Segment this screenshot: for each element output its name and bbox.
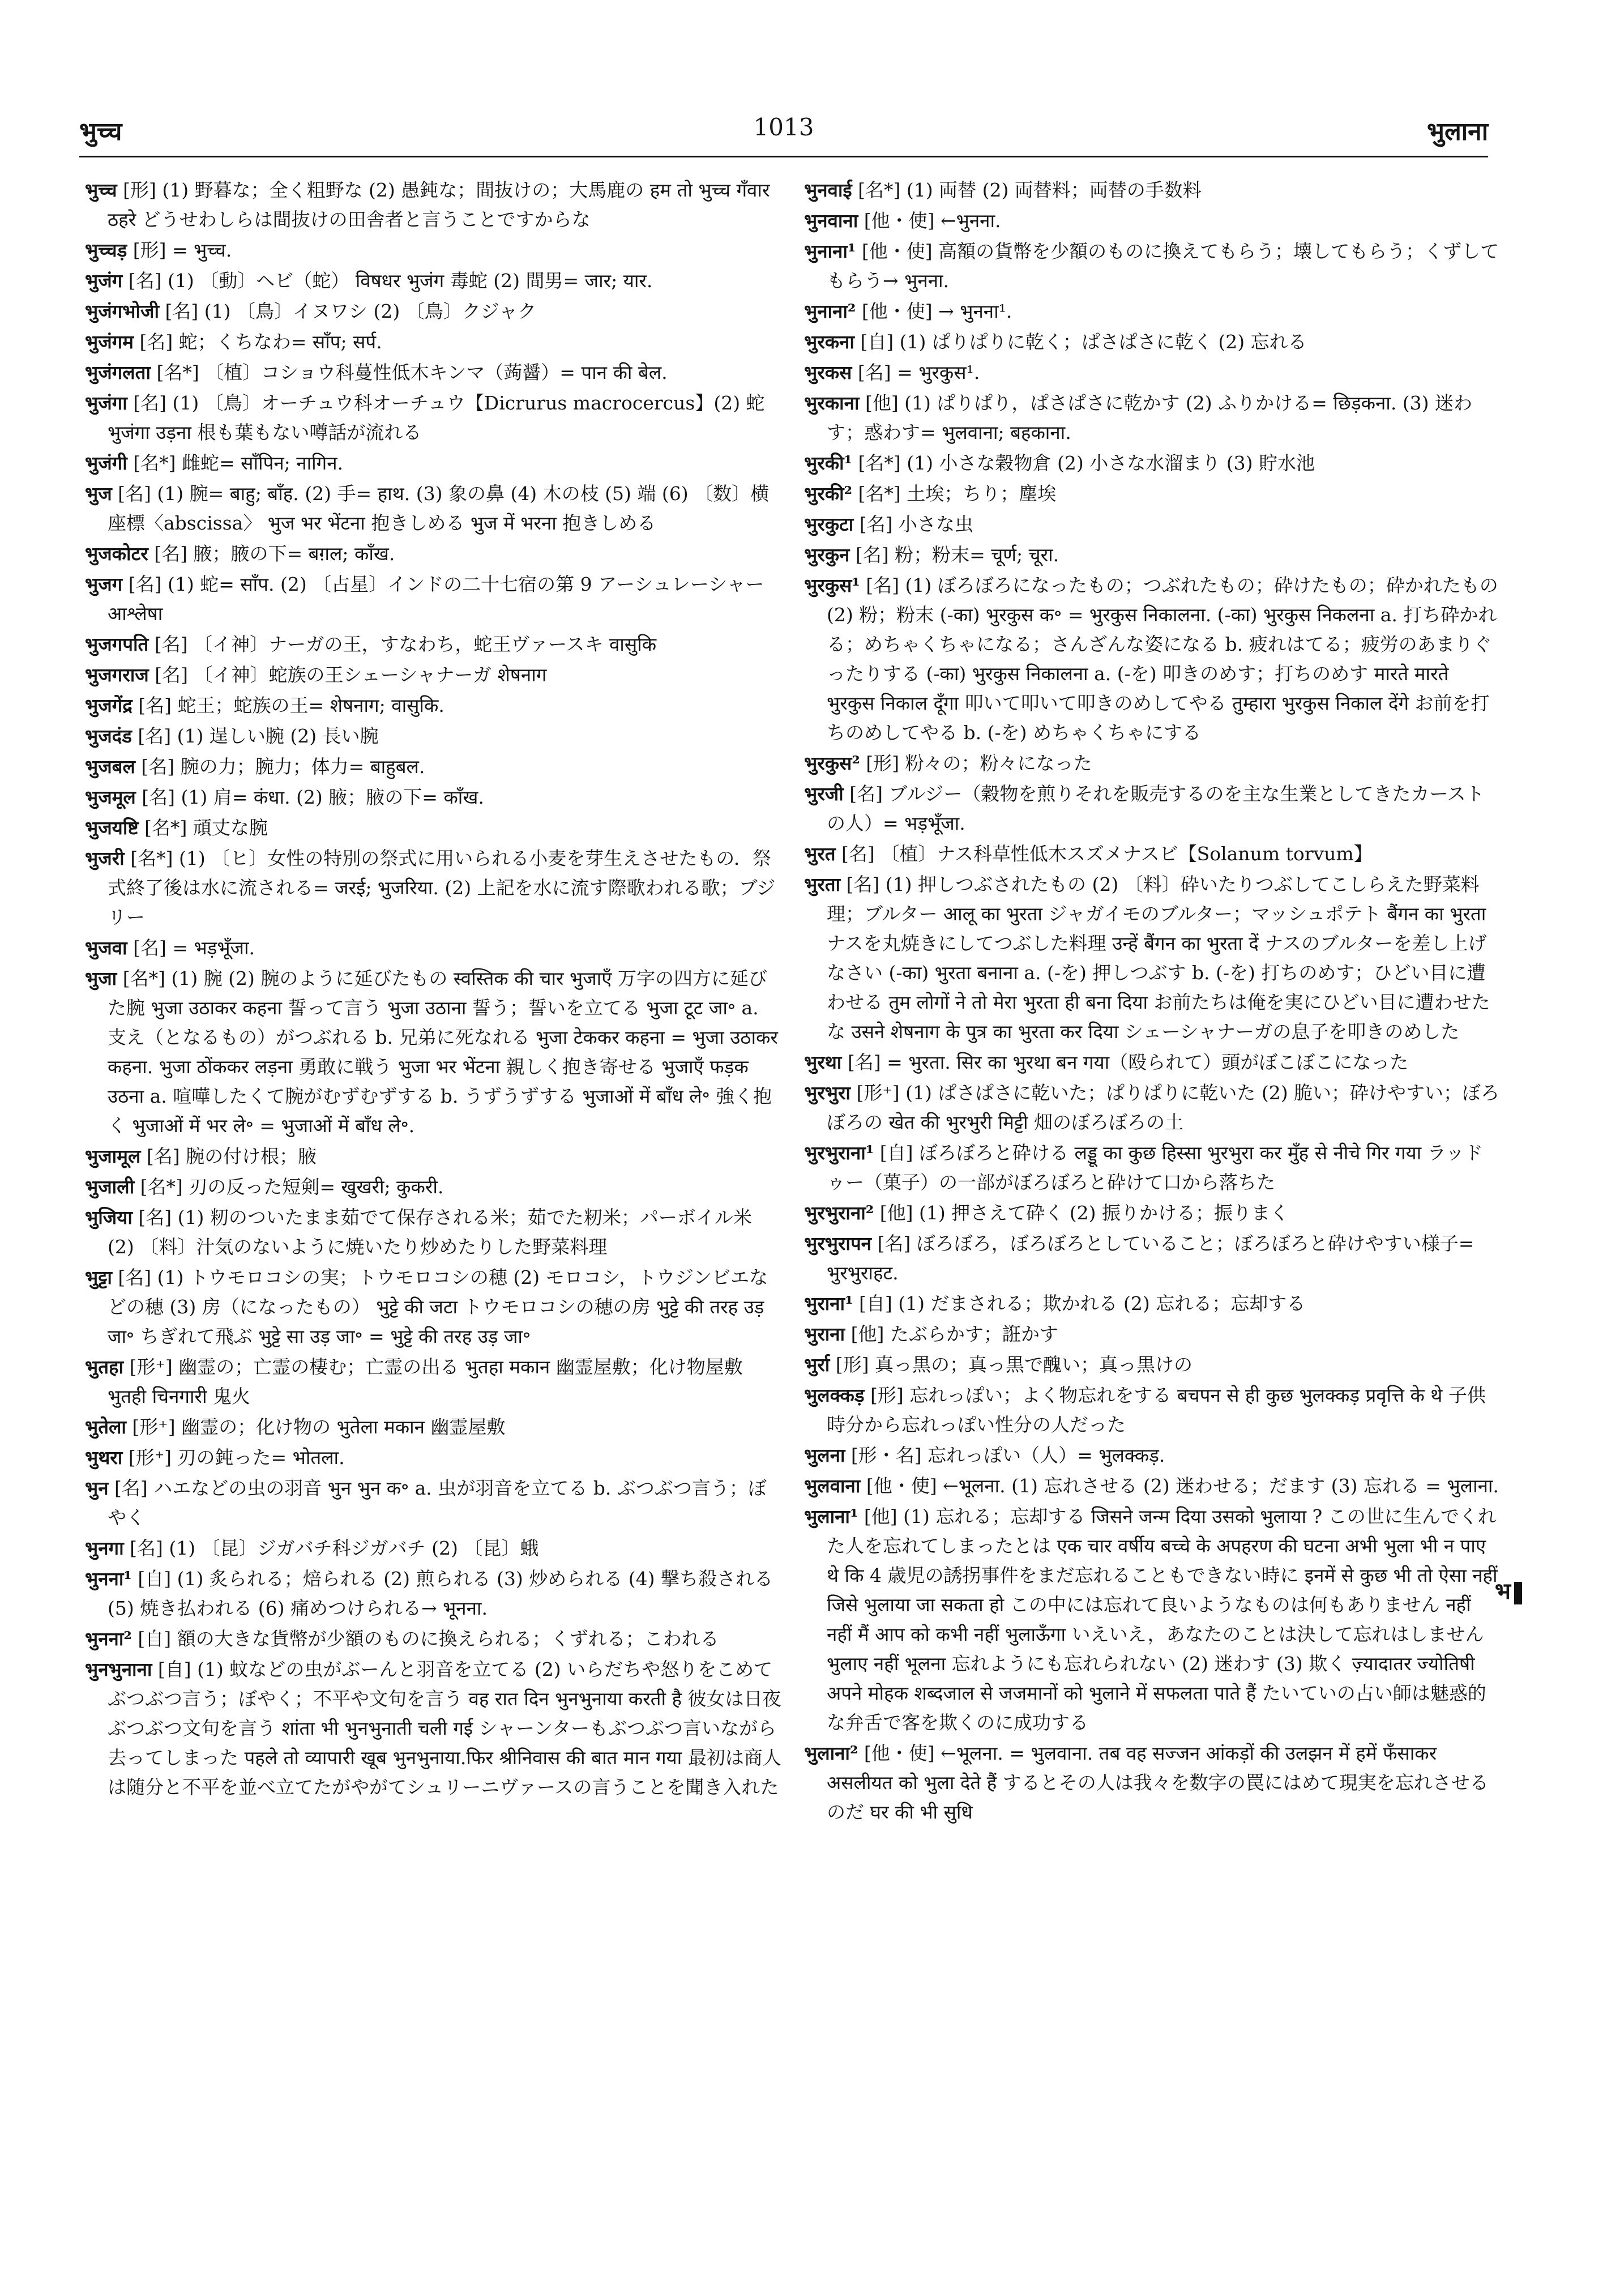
entry-headword: भुरकुस² bbox=[804, 752, 860, 774]
dictionary-entry bbox=[85, 266, 781, 296]
entry-headword: भुरकाना bbox=[804, 392, 860, 414]
entry-headword: भुजंगम bbox=[85, 331, 134, 353]
entry-headword: भुजग bbox=[85, 573, 123, 595]
entry-headword: भुजा bbox=[85, 967, 117, 989]
entry-headword: भुथरा bbox=[85, 1446, 123, 1469]
dictionary-entry bbox=[804, 297, 1501, 326]
entry-definition: [形⁺] 刃の鈍った= भोतला. bbox=[122, 1446, 345, 1469]
entry-headword: भुच्चड़ bbox=[85, 239, 127, 261]
header-first-word: भुच्च bbox=[79, 117, 122, 146]
entry-definition: [名] 〔植〕ナス科草性低木スズメナスビ【Solanum torvum】 bbox=[835, 843, 1373, 865]
entry-definition: [名] 小さな虫 bbox=[853, 513, 973, 535]
dictionary-entry bbox=[804, 389, 1501, 447]
dictionary-entry bbox=[804, 1471, 1501, 1501]
dictionary-entry bbox=[85, 1263, 781, 1351]
dictionary-entry bbox=[85, 660, 781, 690]
entry-definition: [名] = भुरकुस¹. bbox=[852, 361, 980, 383]
dictionary-entry bbox=[85, 570, 781, 629]
entry-definition: [名] 〔イ神〕ナーガの王，すなわち，蛇王ヴァースキ वासुकि bbox=[148, 633, 657, 655]
entry-headword: भुरकी¹ bbox=[804, 452, 853, 474]
entry-definition: [名] (1) 腕= बाहु; बाँह. (2) 手= हाथ. (3) 象の鼻 (4) 木の枝 (5) 端 (6) 〔数〕横座標〈abscissa〉 भुज भर भेंटना 抱きしめる भुज में भरना 抱きしめる bbox=[108, 483, 770, 534]
dictionary-entry bbox=[804, 1078, 1501, 1137]
entry-headword: भुनगा bbox=[85, 1537, 124, 1559]
dictionary-entry bbox=[85, 813, 781, 843]
dictionary-entry bbox=[85, 1352, 781, 1411]
dictionary-entry bbox=[85, 1474, 781, 1533]
dictionary-entry bbox=[804, 1739, 1501, 1827]
entry-headword: भुजंगभोजी bbox=[85, 300, 160, 322]
thumb-index-letter: भ bbox=[1494, 1578, 1511, 1604]
entry-headword: भुरकुटा bbox=[804, 513, 854, 535]
dictionary-entry bbox=[85, 933, 781, 963]
entry-headword: भुनाना² bbox=[804, 300, 856, 322]
dictionary-entry bbox=[804, 1381, 1501, 1440]
entry-headword: भुजामूल bbox=[85, 1145, 141, 1167]
entry-definition: [名] (1) 肩= कंधा. (2) 腋；腋の下= काँख. bbox=[135, 786, 484, 808]
entry-definition: [形⁺] 幽霊の；亡霊の棲む；亡霊の出る भुतहा मकान 幽霊屋敷；化け物屋敷 भुतही चिनगारी 鬼火 bbox=[108, 1356, 743, 1407]
dictionary-entry bbox=[804, 1441, 1501, 1470]
dictionary-entry bbox=[804, 870, 1501, 1047]
dictionary-entry bbox=[804, 449, 1501, 478]
entry-headword: भुलाना¹ bbox=[804, 1505, 858, 1527]
dictionary-entry bbox=[804, 237, 1501, 296]
entry-headword: भुरकस bbox=[804, 361, 852, 383]
dictionary-entry bbox=[804, 749, 1501, 778]
entry-headword: भुरभुरापन bbox=[804, 1232, 871, 1254]
entry-definition: [自] (1) 蚊などの虫がぶーんと羽音を立てる (2) いらだちや怒りをこめてぶつぶつ言う；ぼやく；不平や文句を言う वह रात दिन भुनभुनाया करती है 彼女は日夜ぶつぶつ文句を言う शांता भी भुनभुनाती चली गई シャーンターもぶつぶつ言いながら去ってしまった पहले तो व्यापारी खूब भुनभुनाया.फिर श्रीनिवास की बात मान गया 最初は商人は随分と不平を並べ立てたがやがてシュリーニヴァースの言うことを聞き入れた bbox=[108, 1658, 781, 1798]
entry-definition: [他・使] ←भूलना. = भुलवाना. तब वह सज्जन आंकड़ों की उलझन में हमें फँसाकर असलीयत को भुला देते हैं するとその人は我々を数字の罠にはめて現実を忘れさせるのだ घर की भी सुधि bbox=[827, 1742, 1489, 1823]
entry-definition: [形⁺] 幽霊の；化け物の भुतेला मकान 幽霊屋敷 bbox=[126, 1416, 506, 1438]
entry-definition: [名] 蛇；くちなわ= साँप; सर्प. bbox=[134, 331, 382, 353]
header-rule bbox=[79, 156, 1488, 157]
dictionary-entry bbox=[85, 479, 781, 538]
dictionary-entry bbox=[804, 206, 1501, 236]
dictionary-entry bbox=[85, 1534, 781, 1563]
entry-headword: भुरकुस¹ bbox=[804, 574, 860, 596]
entry-headword: भुजंग bbox=[85, 270, 123, 292]
entry-definition: [他・使] ←भुनना. bbox=[858, 210, 1001, 232]
dictionary-entry bbox=[85, 539, 781, 569]
entry-definition: [名*] (1) 腕 (2) 腕のように延びたもの स्वस्तिक की चार भुजाएँ 万字の四方に延びた腕 भुजा उठाकर कहना 誓って言う भुजा उठाना 誓う；誓いを立てる भुजा टूट जा॰ a. 支え（となるもの）がつぶれる b. 兄弟に死なれる भुजा टेककर कहना = भुजा उठाकर कहना. भुजा ठोंककर लड़ना 勇敢に戦う भुजा भर भेंटना 親しく抱き寄せる भुजाएँ फड़क उठना a. 喧嘩したくて腕がむずむずする b. うずうずする भुजाओं में बाँध ले॰ 強く抱く भुजाओं में भर ले॰ = भुजाओं में बाँध ले॰. bbox=[108, 967, 778, 1137]
entry-definition: [自] (1) 炙られる；焙られる (2) 煎られる (3) 炒められる (4) 撃ち殺される (5) 焼き払われる (6) 痛めつけられる→ भूनना. bbox=[108, 1568, 773, 1619]
entry-definition: [他・使] ←भूलना. (1) 忘れさせる (2) 迷わせる；だます (3) 忘れる = भुलाना. bbox=[860, 1475, 1499, 1497]
dictionary-entry bbox=[85, 236, 781, 265]
entry-headword: भुर्रा bbox=[804, 1354, 830, 1376]
entry-definition: [他] (1) 忘れる；忘却する जिसने जन्म दिया उसको भुलाया ? この世に生んでくれた人を忘れてしまったとは एक चार वर्षीय बच्चे के अपहरण की घटना अभी भुला भी न पाए थे कि 4 歳児の誘拐事件をまだ忘れることもできない時に इनमें से कुछ भी तो ऐसा नहीं जिसे भुलाया जा सकता हो この中には忘れて良いようなものは何もありません नहीं नहीं मैं आप को कभी नहीं भुलाऊँगा いえいえ，あなたのことは決して忘れはしません भुलाए नहीं भूलना 忘れようにも忘れられない (2) 迷わす (3) 欺く ज़्यादातर ज्योतिषी अपने मोहक शब्दजाल से जजमानों को भुलाने में सफलता पाते हैं たいていの占い師は魅惑的な弁舌で客を欺くのに成功する bbox=[827, 1505, 1498, 1734]
dictionary-entry bbox=[85, 783, 781, 812]
entry-headword: भुरकुन bbox=[804, 544, 850, 566]
dictionary-entry bbox=[85, 722, 781, 751]
entry-definition: [名] (1) 押しつぶされたもの (2) 〔料〕砕いたりつぶしてこしらえた野菜料理；ブルター आलू का भुरता ジャガイモのブルター；マッシュポテト बैंगन का भुरता ナスを丸焼きにしてつぶした料理 उन्हें बैंगन का भुरता दें ナスのブルターを差し上げなさい (-का) भुरता बनाना a. (-を) 押しつぶす b. (-を) 打ちのめす；ひどい目に遭わせる तुम लोगों ने तो मेरा भुरता ही बना दिया お前たちは俺を実にひどい目に遭わせたな उसने शेषनाग के पुत्र का भुरता कर दिया シェーシャナーガの息子を叩きのめした bbox=[827, 873, 1490, 1043]
dictionary-entry bbox=[85, 691, 781, 720]
dictionary-entry bbox=[85, 358, 781, 387]
entry-headword: भुजरी bbox=[85, 847, 125, 869]
entry-headword: भुनवाई bbox=[804, 179, 852, 201]
entry-definition: [形] (1) 野暮な；全く粗野な (2) 愚鈍な；間抜けの；大馬鹿の हम तो भुच्च गँवार ठहरे どうせわしらは間抜けの田舎者と言うことですからな bbox=[108, 179, 770, 231]
entry-headword: भुजगराज bbox=[85, 664, 149, 686]
thumb-index-marker bbox=[1514, 1582, 1522, 1604]
entry-headword: भुनना² bbox=[85, 1628, 132, 1650]
entry-headword: भुरभुराना¹ bbox=[804, 1142, 874, 1164]
entry-definition: [名] (1) 〔鳥〕イヌワシ (2) 〔鳥〕クジャク bbox=[159, 300, 537, 322]
dictionary-entry bbox=[85, 176, 781, 234]
entry-headword: भुरजी bbox=[804, 783, 844, 805]
entry-definition: [名] (1) 〔動〕ヘビ（蛇） विषधर भुजंग 毒蛇 (2) 間男= जार; यार. bbox=[122, 270, 653, 292]
entry-definition: [名] ハエなどの虫の羽音 भुन भुन क॰ a. 虫が羽音を立てる b. ぶつぶつ言う；ぼやく bbox=[108, 1477, 767, 1529]
entry-definition: [名] ブルジー（穀物を煎りそれを販売するのを主な生業としてきたカーストの人）= भड़भूँजा. bbox=[827, 783, 1485, 834]
entry-definition: [名] (1) 〔昆〕ジガバチ科ジガバチ (2) 〔昆〕蛾 bbox=[123, 1537, 539, 1559]
entry-headword: भुजिया bbox=[85, 1206, 133, 1228]
dictionary-entry bbox=[85, 1655, 781, 1802]
entry-definition: [名] 蛇王；蛇族の王= शेषनाग; वासुकि. bbox=[132, 694, 445, 716]
dictionary-entry bbox=[85, 1564, 781, 1623]
entry-definition: [名] 腋；腋の下= बग़ल; काँख. bbox=[148, 543, 395, 565]
dictionary-entry bbox=[804, 1502, 1501, 1738]
dictionary-entry bbox=[804, 779, 1501, 838]
entry-definition: [名] 腕の力；腕力；体力= बाहुबल. bbox=[135, 756, 425, 778]
dictionary-entry bbox=[85, 1443, 781, 1472]
entry-headword: भुनना¹ bbox=[85, 1568, 132, 1590]
dictionary-entry bbox=[85, 752, 781, 782]
entry-headword: भुन bbox=[85, 1477, 109, 1499]
entry-definition: [名] 〔イ神〕蛇族の王シェーシャナーガ शेषनाग bbox=[148, 664, 547, 686]
header-last-word: भुलाना bbox=[1427, 117, 1488, 146]
entry-definition: [名*] (1) 〔ヒ〕女性の特別の祭式に用いられる小麦を芽生えさせたもの．祭式終了後は水に流される= जरई; भुजरिया. (2) 上記を水に流す際歌われる歌；ブジリー bbox=[108, 847, 776, 928]
dictionary-entry bbox=[804, 1138, 1501, 1197]
dictionary-entry bbox=[85, 389, 781, 447]
entry-definition: [自] 額の大きな貨幣が少額のものに換えられる；くずれる；こわれる bbox=[131, 1628, 719, 1650]
left-column bbox=[85, 176, 781, 2243]
dictionary-entry bbox=[804, 327, 1501, 357]
page-number: 1013 bbox=[753, 113, 814, 141]
entry-headword: भुजंगलता bbox=[85, 361, 151, 383]
dictionary-entry bbox=[804, 1320, 1501, 1349]
entry-definition: [他] (1) ぱりぱり，ぱさぱさに乾かす (2) ふりかける= छिड़कना. (3) 迷わす；惑わす= भुलवाना; बहकाना. bbox=[827, 392, 1473, 443]
entry-headword: भुरथा bbox=[804, 1051, 842, 1073]
entry-definition: [名] (1) ぼろぼろになったもの；つぶれたもの；砕けたもの；砕かれたもの (2) 粉；粉末 (-का) भुरकुस क॰ = भुरकुस निकालना. (-का) भुरकुस निकलना a. 打ち砕かれる；めちゃくちゃになる；さんざんな姿になる b. 疲れはてる；疲労のあまりぐったりする (-का) भुरकुस निकालना a. (-を) 叩きのめす；打ちのめす मारते मारते भुरकुस निकाल दूँगा 叩いて叩いて叩きのめしてやる तुम्हारा भुरकुस निकाल देंगे お前を打ちのめしてやる b. (-を) めちゃくちゃにする bbox=[827, 574, 1498, 744]
entry-definition: [名] ぼろぼろ，ぼろぼろとしていること；ぼろぼろと砕けやすい様子= भुरभुराहट. bbox=[827, 1232, 1475, 1284]
entry-definition: [名*] (1) 両替 (2) 両替料；両替の手数料 bbox=[852, 179, 1202, 201]
dictionary-entry bbox=[804, 1350, 1501, 1380]
dictionary-entry bbox=[804, 839, 1501, 869]
entry-definition: [他] (1) 押さえて砕く (2) 振りかける；振りまく bbox=[874, 1202, 1289, 1224]
dictionary-entry bbox=[85, 1412, 781, 1442]
dictionary-entry bbox=[85, 1624, 781, 1654]
entry-definition: [自] (1) だまされる；欺かれる (2) 忘れる；忘却する bbox=[853, 1292, 1306, 1314]
entry-definition: [名*] (1) 小さな穀物倉 (2) 小さな水溜まり (3) 貯水池 bbox=[852, 452, 1315, 474]
entry-headword: भुजगेंद्र bbox=[85, 694, 133, 716]
entry-headword: भुरता bbox=[804, 873, 841, 895]
entry-definition: [名] (1) 蛇= साँप. (2) 〔占星〕インドの二十七宿の第 9 アーシュレーシャー आश्लेषा bbox=[108, 573, 764, 625]
entry-headword: भुजंगा bbox=[85, 392, 127, 414]
dictionary-entry bbox=[85, 630, 781, 659]
entry-definition: [形・名] 忘れっぽい（人）= भुलक्कड़. bbox=[845, 1444, 1165, 1466]
entry-headword: भुरकना bbox=[804, 331, 854, 353]
entry-headword: भुराना¹ bbox=[804, 1292, 853, 1314]
entry-definition: [他] たぶらかす；誑かす bbox=[845, 1323, 1058, 1345]
dictionary-entry bbox=[85, 844, 781, 932]
dictionary-entry bbox=[85, 1203, 781, 1262]
entry-definition: [名] = भुरता. सिर का भुरथा बन गया（殴られて）頭がぼこぼこになった bbox=[841, 1051, 1409, 1073]
entry-headword: भुरभुरा bbox=[804, 1082, 851, 1104]
dictionary-entry bbox=[804, 176, 1501, 205]
entry-headword: भुज bbox=[85, 483, 112, 505]
entry-headword: भुजवा bbox=[85, 937, 127, 959]
entry-headword: भुलक्कड़ bbox=[804, 1384, 865, 1406]
dictionary-entry bbox=[85, 297, 781, 326]
entry-definition: [名*] 刃の反った短剣= खुखरी; कुकरी. bbox=[134, 1176, 444, 1198]
dictionary-entry bbox=[804, 1048, 1501, 1077]
entry-definition: [自] ぼろぼろと砕ける लड्डू का कुछ हिस्सा भुरभुरा कर मुँह से नीचे गिर गया ラッドゥー（菓子）の一部がぼろぼろと砕けて口から落ちた bbox=[827, 1142, 1483, 1193]
entry-headword: भुनाना¹ bbox=[804, 240, 856, 262]
thumb-index-tab bbox=[1495, 1574, 1522, 1606]
entry-definition: [名*] 雌蛇= साँपिन; नागिन. bbox=[127, 452, 344, 474]
entry-headword: भुजंगी bbox=[85, 452, 127, 474]
entry-headword: भुजयष्टि bbox=[85, 817, 139, 839]
entry-headword: भुजकोटर bbox=[85, 543, 148, 565]
entry-definition: [他・使] → भुनना¹. bbox=[856, 300, 1012, 322]
entry-headword: भुजगपति bbox=[85, 633, 149, 655]
dictionary-entry bbox=[804, 479, 1501, 509]
dictionary-entry bbox=[85, 327, 781, 357]
entry-headword: भुलवाना bbox=[804, 1475, 861, 1497]
entry-headword: भुच्च bbox=[85, 179, 117, 201]
entry-headword: भुनभुनाना bbox=[85, 1658, 152, 1680]
entry-definition: [名*] 頑丈な腕 bbox=[138, 817, 268, 839]
dictionary-entry bbox=[85, 964, 781, 1141]
entry-definition: [名*] 〔植〕コショウ科蔓性低木キンマ（蒟醤）= पान की बेल. bbox=[151, 361, 668, 383]
entry-definition: [形] 忘れっぽい；よく物忘れをする बचपन से ही कुछ भुलक्कड़ प्रवृत्ति के थे 子供時分から忘れっぽい性分の人だった bbox=[827, 1384, 1486, 1436]
entry-headword: भुतेला bbox=[85, 1416, 126, 1438]
entry-definition: [名] 粉；粉末= चूर्ण; चूरा. bbox=[849, 544, 1059, 566]
entry-headword: भुरत bbox=[804, 843, 836, 865]
entry-definition: [名*] 土埃；ちり；塵埃 bbox=[852, 483, 1057, 505]
dictionary-entry bbox=[804, 1289, 1501, 1318]
entry-headword: भुलाना² bbox=[804, 1742, 858, 1764]
entry-definition: [名] (1) トウモロコシの実；トウモロコシの穂 (2) モロコシ，トウジンビエなどの穂 (3) 房（になったもの） भुट्टे की जटा トウモロコシの穂の房 भुट्टे की तरह उड़ जा॰ ちぎれて飛ぶ भुट्टे सा उड़ जा॰ = भुट्टे की तरह उड़ जा॰ bbox=[108, 1266, 768, 1347]
dictionary-entry bbox=[85, 1142, 781, 1171]
entry-definition: [名] = भड़भूँजा. bbox=[127, 937, 255, 959]
right-column bbox=[804, 176, 1501, 2243]
entry-definition: [形⁺] (1) ぱさぱさに乾いた；ぱりぱりに乾いた (2) 脆い；砕けやすい；ぼろぼろの खेत की भुरभुरी मिट्टी 畑のぼろぼろの土 bbox=[827, 1082, 1500, 1133]
entry-definition: [自] (1) ぱりぱりに乾く；ぱさぱさに乾く (2) 忘れる bbox=[854, 331, 1307, 353]
entry-definition: [形] 粉々の；粉々になった bbox=[860, 752, 1092, 774]
entry-headword: भुरभुराना² bbox=[804, 1202, 874, 1224]
entry-definition: [名] (1) 〔鳥〕オーチュウ科オーチュウ【Dicrurus macrocercus】(2) 蛇 भुजंगा उड़ना 根も葉もない噂話が流れる bbox=[108, 392, 765, 443]
dictionary-entry bbox=[804, 1198, 1501, 1228]
entry-headword: भुजदंड bbox=[85, 725, 132, 747]
dictionary-entry bbox=[804, 1229, 1501, 1288]
dictionary-entry bbox=[804, 571, 1501, 748]
entry-headword: भुलना bbox=[804, 1444, 845, 1466]
dictionary-entry bbox=[85, 1172, 781, 1202]
entry-headword: भुराना bbox=[804, 1323, 845, 1345]
entry-headword: भुतहा bbox=[85, 1356, 124, 1378]
entry-definition: [名] (1) 籾のついたまま茹でて保存される米；茹でた籾米；パーボイル米 (2) 〔料〕汁気のないように焼いたり炒めたりした野菜料理 bbox=[108, 1206, 752, 1258]
entry-definition: [他・使] 高額の貨幣を少額のものに換えてもらう；壊してもらう；くずしてもらう→ भुनना. bbox=[827, 240, 1499, 292]
entry-headword: भुजाली bbox=[85, 1176, 135, 1198]
entry-definition: [形] 真っ黒の；真っ黒で醜い；真っ黒けの bbox=[830, 1354, 1193, 1376]
entry-headword: भुट्टा bbox=[85, 1266, 112, 1288]
dictionary-entry bbox=[804, 540, 1501, 570]
entry-headword: भुरकी² bbox=[804, 483, 853, 505]
entry-definition: [名] (1) 逞しい腕 (2) 長い腕 bbox=[131, 725, 379, 747]
entry-definition: [形] = भुच्च. bbox=[127, 239, 232, 261]
entry-headword: भुजमूल bbox=[85, 786, 136, 808]
dictionary-entry bbox=[85, 449, 781, 478]
entry-headword: भुजबल bbox=[85, 756, 135, 778]
entry-definition: [名] 腕の付け根；腋 bbox=[140, 1145, 317, 1167]
entry-headword: भुनवाना bbox=[804, 210, 858, 232]
dictionary-entry bbox=[804, 510, 1501, 539]
dictionary-entry bbox=[804, 358, 1501, 387]
